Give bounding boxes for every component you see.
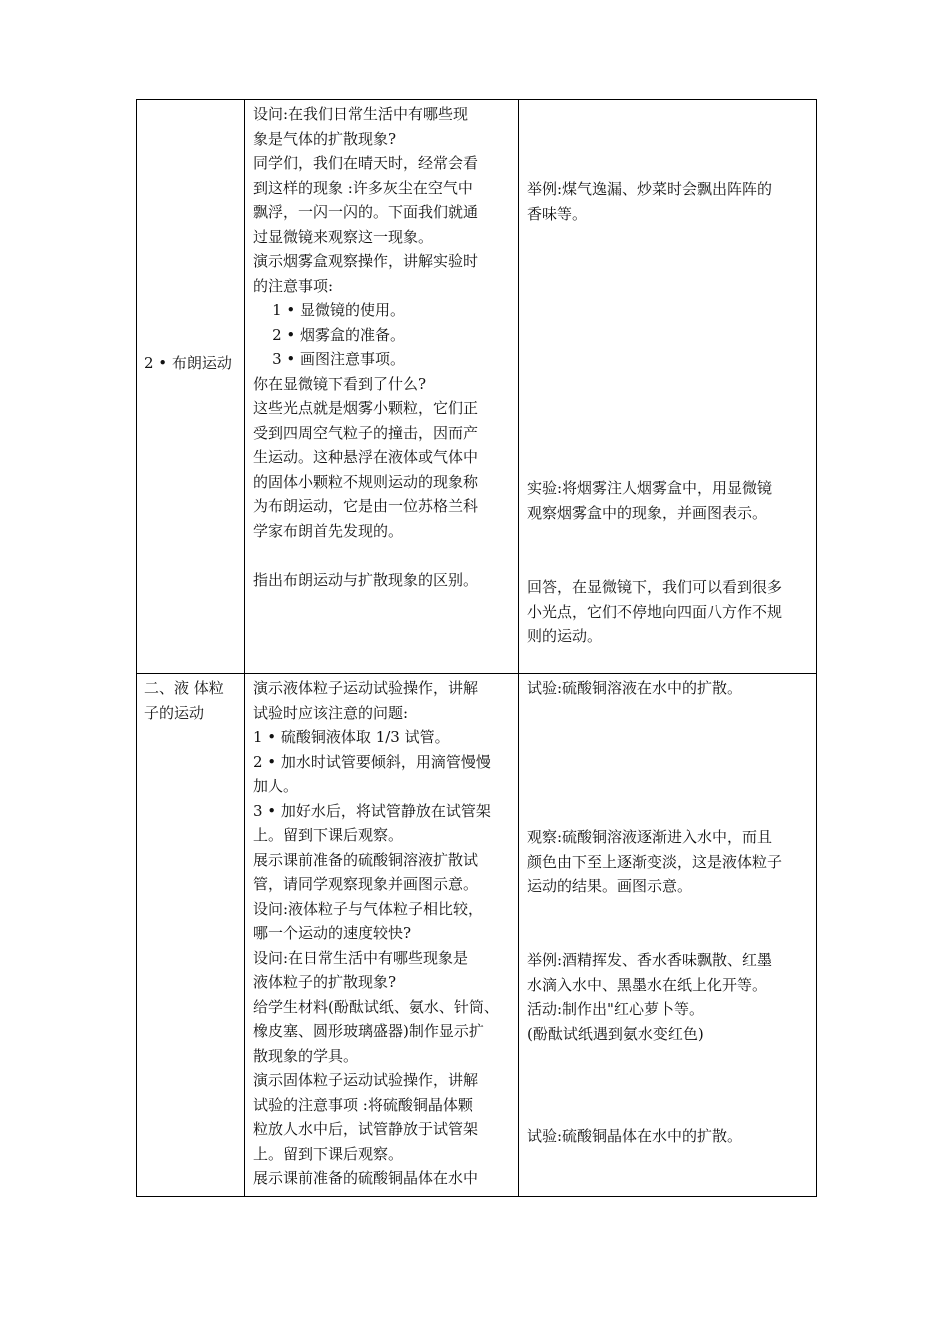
- text-line: 粒放人水中后，试管静放于试管架: [253, 1120, 479, 1138]
- text-line: 设问:在我们日常生活中有哪些现: [253, 105, 469, 123]
- text-line: 演示液体粒子运动试验操作，讲解: [253, 679, 479, 697]
- text-line: 2 • 加水时试管要倾斜，用滴管慢慢: [253, 752, 491, 771]
- text-line: 展示课前准备的硫酸铜晶体在水中: [253, 1169, 479, 1187]
- text-line: 过显微镜来观察这一现象。: [253, 227, 434, 246]
- text-line: 橡皮塞、圆形玻璃盛器)制作显示扩: [253, 1022, 484, 1040]
- text-line: 演示固体粒子运动试验操作，讲解: [253, 1071, 479, 1089]
- text-line: 生运动。这种悬浮在液体或气体中: [253, 448, 479, 466]
- text-line: 设问:在日常生活中有哪些现象是: [253, 948, 469, 967]
- text-line: 试验:硫酸铜溶液在水中的扩散。: [527, 679, 743, 697]
- column-divider: [244, 100, 245, 1196]
- text-line: 你在显微镜下看到了什么?: [253, 374, 427, 393]
- text-line: 象是气体的扩散现象?: [253, 129, 397, 148]
- text-line: 受到四周空气粒子的撞击，因而产: [253, 423, 479, 442]
- text-line: 1 • 显微镜的使用。: [253, 301, 406, 319]
- text-line: 演示烟雾盒观察操作，讲解实验时: [253, 252, 479, 270]
- text-line: 回答，在显微镜下，我们可以看到很多: [527, 578, 783, 596]
- text-line: 1 • 硫酸铜液体取 1/3 试管。: [253, 728, 450, 746]
- text-line: 上。留到下课后观察。: [253, 1144, 404, 1163]
- text-line: 子的运动: [144, 703, 205, 722]
- text-line: 香味等。: [527, 204, 588, 223]
- text-line: 小光点，它们不停地向四面八方作不规: [527, 602, 783, 621]
- text-line: 到这样的现象 :许多灰尘在空气中: [253, 178, 473, 197]
- text-line: 设问:液体粒子与气体粒子相比较，: [253, 899, 484, 918]
- text-line: 飘浮，一闪一闪的。下面我们就通: [253, 203, 479, 221]
- topic-cell: 2 • 布朗运动: [144, 354, 232, 372]
- text-line: 哪一个运动的速度较快?: [253, 924, 412, 942]
- text-line: 3 • 画图注意事项。: [253, 350, 406, 368]
- text-line: 活动:制作出"红心萝卜等。: [527, 1000, 704, 1018]
- text-line: 3 • 加好水后，将试管静放在试管架: [253, 801, 491, 820]
- text-line: 试验时应该注意的问题:: [253, 703, 409, 722]
- text-line: 的注意事项:: [253, 276, 334, 295]
- text-line: 运动的结果。画图示意。: [527, 877, 693, 895]
- text-line: 上。留到下课后观察。: [253, 826, 404, 844]
- text-line: 同学们，我们在晴天时，经常会看: [253, 154, 479, 172]
- column-divider: [518, 100, 519, 1196]
- text-line: 举例:煤气逸漏、炒菜时会飘出阵阵的: [527, 180, 773, 198]
- row-divider: [137, 673, 816, 674]
- text-line: 试验的注意事项 :将硫酸铜晶体颗: [253, 1095, 473, 1114]
- text-line: (酚酞试纸遇到氨水变红色): [527, 1024, 704, 1043]
- text-line: 管，请同学观察现象并画图示意。: [253, 875, 479, 893]
- text-line: 则的运动。: [527, 627, 603, 645]
- text-line: 给学生材料(酚酞试纸、氨水、针筒、: [253, 997, 499, 1016]
- text-line: 试验:硫酸铜晶体在水中的扩散。: [527, 1127, 743, 1145]
- text-line: 二、液 体粒: [144, 679, 224, 697]
- text-line: 实验:将烟雾注人烟雾盒中，用显微镜: [527, 479, 773, 497]
- text-line: 为布朗运动，它是由一位苏格兰科: [253, 497, 479, 515]
- text-line: 颜色由下至上逐渐变淡，这是液体粒子: [527, 852, 783, 871]
- text-line: 举例:酒精挥发、香水香味飘散、红墨: [527, 951, 773, 969]
- text-line: 学家布朗首先发现的。: [253, 521, 404, 540]
- text-line: 这些光点就是烟雾小颗粒，它们正: [253, 399, 479, 417]
- text-line: 观察烟雾盒中的现象，并画图表示。: [527, 503, 768, 522]
- text-line: 2 • 烟雾盒的准备。: [253, 325, 406, 344]
- text-line: 加人。: [253, 777, 299, 795]
- text-line: 观察:硫酸铜溶液逐渐进入水中，而且: [527, 828, 773, 846]
- text-line: 的固体小颗粒不规则运动的现象称: [253, 472, 479, 491]
- text-line: 展示课前准备的硫酸铜溶液扩散试: [253, 850, 479, 869]
- text-line: 散现象的学具。: [253, 1046, 359, 1065]
- text-line: 水滴入水中、黑墨水在纸上化开等。: [527, 975, 768, 994]
- text-line: 液体粒子的扩散现象?: [253, 973, 397, 991]
- text-line: 指出布朗运动与扩散现象的区别。: [253, 570, 479, 589]
